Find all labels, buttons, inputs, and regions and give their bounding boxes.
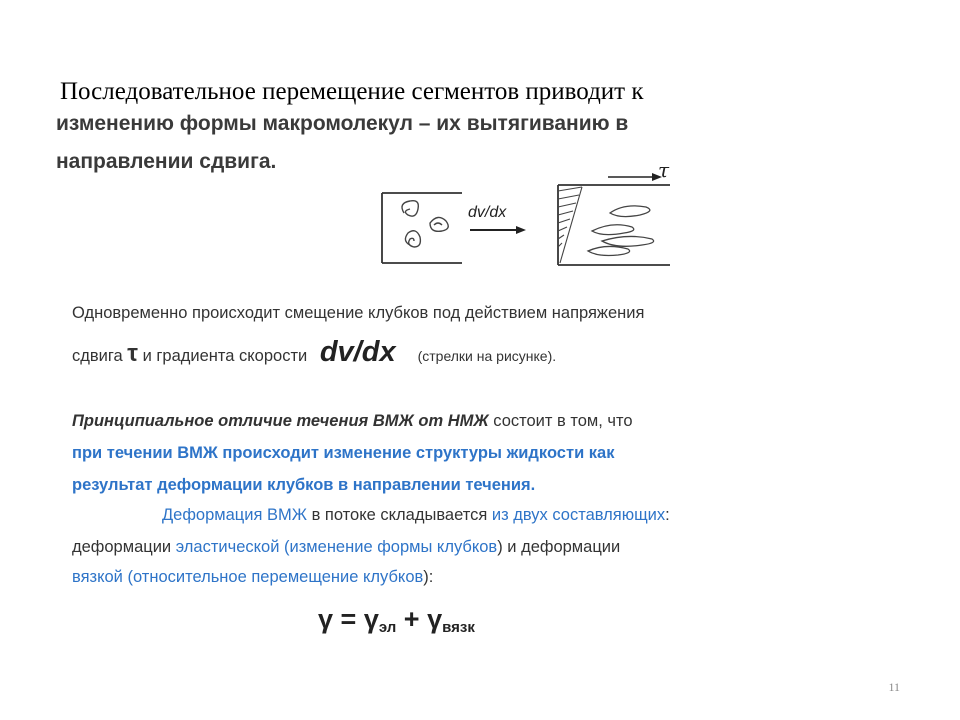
heading-line-1: Последовательное перемещение сегментов приводит к — [60, 78, 644, 105]
para1-text-a: сдвига — [72, 347, 128, 365]
heading-line-3: направлении сдвига. — [56, 150, 277, 173]
formula-gamma-v: γ — [427, 604, 443, 634]
page-number: 11 — [888, 680, 900, 694]
formula-sub-v: вязк — [442, 619, 475, 636]
para3-line3 — [72, 568, 433, 587]
para1-tau: τ — [127, 340, 138, 367]
para1-line1: Одновременно происходит смещение клубков под действием напряжения — [72, 304, 645, 322]
shear-arrow-icon — [608, 173, 662, 181]
para3-l2-c: ) и деформации — [497, 538, 621, 556]
para3-line1 — [162, 506, 670, 525]
para3-l3-b: ): — [423, 568, 434, 586]
shear-flow-figure — [370, 155, 690, 275]
formula-gamma: γ — [318, 604, 334, 634]
velocity-profile-icon — [558, 187, 582, 263]
flow-arrow-icon — [470, 226, 526, 234]
para3-l2-b: эластической (изменение формы клубков — [175, 538, 498, 556]
formula-gamma-el: γ — [363, 604, 379, 634]
para2-line2: при течении ВМЖ происходит изменение структуры жидкости как — [72, 444, 615, 462]
heading-line-2: изменению формы макромолекул – их вытягиванию в — [56, 112, 629, 135]
para2-text: состоит в том, что — [488, 412, 633, 430]
para3-l3-a: вязкой (относительное перемещение клубков — [72, 568, 424, 586]
formula-equals: = — [333, 604, 364, 634]
para2-emphasis: Принципиальное отличие течения ВМЖ от НМЖ — [72, 412, 489, 430]
formula-plus: + — [396, 604, 428, 634]
para3-text-b: в потоке складывается — [306, 506, 492, 524]
tau-label: τ — [658, 158, 670, 182]
deformation-formula — [318, 604, 475, 636]
para3-line2 — [72, 538, 620, 557]
para3-text-d: : — [665, 506, 670, 524]
para1-dvdx: dv/dx — [319, 336, 396, 368]
para3-l2-a: деформации — [72, 538, 176, 556]
para1-text-c: (стрелки на рисунке). — [417, 348, 557, 364]
para1-text-b: и градиента скорости — [138, 347, 312, 365]
stretched-coil-icon — [588, 206, 654, 256]
para1-line2 — [72, 336, 556, 369]
coil-box-left — [382, 193, 462, 263]
dvdx-label: dv/dx — [468, 204, 507, 221]
para2-line3: результат деформации клубков в направлении течения. — [72, 476, 536, 494]
para3-term: Деформация ВМЖ — [162, 506, 307, 524]
para3-text-c: из двух составляющих — [491, 506, 666, 524]
formula-sub-el: эл — [378, 619, 397, 636]
para2-line1 — [72, 412, 633, 431]
coil-icon — [402, 201, 448, 247]
